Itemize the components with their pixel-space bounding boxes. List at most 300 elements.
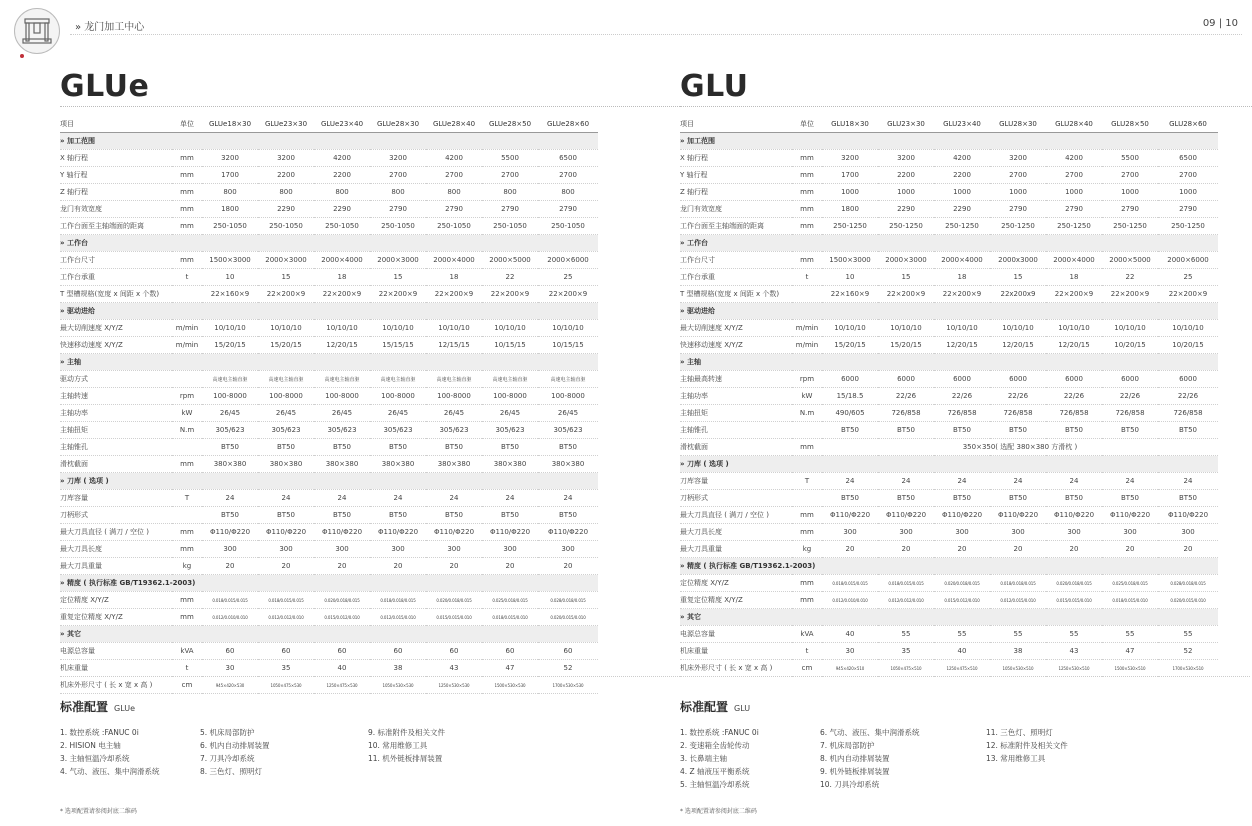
row-label: 主轴扭矩 — [60, 422, 172, 439]
row-value: Φ110/Φ220 — [934, 507, 990, 524]
table-row — [60, 269, 598, 286]
row-value: 22×200×9 — [538, 286, 598, 303]
row-value: 1000 — [822, 184, 878, 201]
row-value: 0.012/0.012/0.010 — [878, 592, 934, 609]
table-row — [680, 320, 1218, 337]
header-model: GLU23×30 — [878, 115, 934, 133]
header-model: GLUe28×40 — [426, 115, 482, 133]
row-label: X 轴行程 — [680, 150, 792, 167]
row-value: 0.025/0.018/0.015 — [482, 592, 538, 609]
row-value: 2290 — [878, 201, 934, 218]
section-row — [680, 456, 1218, 473]
row-value: BT50 — [1102, 422, 1158, 439]
row-value: 300 — [934, 524, 990, 541]
row-value: 22×200×9 — [426, 286, 482, 303]
row-label: 主轴最高转速 — [680, 371, 792, 388]
row-value: 726/858 — [934, 405, 990, 422]
section-title: » 其它 — [60, 626, 598, 643]
table-row — [680, 524, 1218, 541]
header-model: GLUe28×60 — [538, 115, 598, 133]
row-value: 1250×475×510 — [934, 660, 990, 677]
row-value: 52 — [1158, 643, 1218, 660]
row-value: 2000×4000 — [314, 252, 370, 269]
row-value: 305/623 — [538, 422, 598, 439]
glu-title: GLU — [680, 69, 749, 104]
header-model: GLU28×30 — [990, 115, 1046, 133]
row-value: 20 — [1102, 541, 1158, 558]
row-value: 10/10/10 — [990, 320, 1046, 337]
row-value: 1000 — [1158, 184, 1218, 201]
table-row — [60, 643, 598, 660]
row-value: 2000×3000 — [370, 252, 426, 269]
row-value: 1500×3000 — [202, 252, 258, 269]
row-value: 22×200×9 — [482, 286, 538, 303]
gantry-machine-icon — [21, 15, 53, 47]
row-label: 主轴功率 — [680, 388, 792, 405]
row-unit: mm — [172, 184, 202, 201]
row-label: X 轴行程 — [60, 150, 172, 167]
row-value: BT50 — [202, 507, 258, 524]
row-value: 22x200x9 — [990, 286, 1046, 303]
row-unit: rpm — [792, 371, 822, 388]
row-value: 2700 — [1046, 167, 1102, 184]
row-value: BT50 — [1046, 422, 1102, 439]
row-label: 工作台尺寸 — [60, 252, 172, 269]
row-label: 重复定位精度 X/Y/Z — [680, 592, 792, 609]
row-value: 2700 — [538, 167, 598, 184]
section-row — [60, 473, 598, 490]
row-unit: mm — [792, 201, 822, 218]
row-unit: mm — [792, 167, 822, 184]
header-model: GLU28×50 — [1102, 115, 1158, 133]
row-value: 250-1250 — [878, 218, 934, 235]
row-value: BT50 — [1158, 422, 1218, 439]
row-value: 38 — [370, 660, 426, 677]
row-value: 38 — [990, 643, 1046, 660]
header-unit: 单位 — [172, 115, 202, 133]
std-config-item: 7. 机床局部防护 — [820, 741, 875, 750]
row-value: 6000 — [1102, 371, 1158, 388]
row-value: 22×160×9 — [202, 286, 258, 303]
row-value: 1050×530×530 — [370, 677, 426, 694]
row-value: Φ110/Φ220 — [538, 524, 598, 541]
section-row — [680, 133, 1218, 150]
glue-footnote: * 选项配置请参阅封底二维码 — [60, 808, 137, 815]
row-value: 0.012/0.015/0.010 — [990, 592, 1046, 609]
row-value: 945×420×510 — [822, 660, 878, 677]
row-unit: kVA — [172, 643, 202, 660]
row-unit: mm — [792, 218, 822, 235]
row-value: 24 — [878, 473, 934, 490]
row-value: 22×200×9 — [878, 286, 934, 303]
table-row — [60, 150, 598, 167]
row-value: 0.020/0.015/0.010 — [538, 609, 598, 626]
row-value: 2000×3000 — [878, 252, 934, 269]
table-row — [60, 286, 598, 303]
row-value: 6500 — [1158, 150, 1218, 167]
row-unit — [792, 286, 822, 303]
row-label: 刀柄形式 — [680, 490, 792, 507]
std-subtitle: GLU — [734, 704, 751, 713]
row-value: 380×380 — [370, 456, 426, 473]
table-row — [60, 337, 598, 354]
row-value: 300 — [258, 541, 314, 558]
row-value: 4200 — [426, 150, 482, 167]
row-value: 43 — [1046, 643, 1102, 660]
row-value: BT50 — [990, 490, 1046, 507]
row-value: 47 — [482, 660, 538, 677]
row-value: 1700 — [202, 167, 258, 184]
row-value: 2200 — [258, 167, 314, 184]
row-unit: kW — [792, 388, 822, 405]
row-value: 3200 — [822, 150, 878, 167]
row-value: 35 — [258, 660, 314, 677]
section-row — [60, 133, 598, 150]
row-value: 2000×6000 — [538, 252, 598, 269]
std-config-item: 13. 常用维修工具 — [986, 754, 1046, 763]
row-value: 10/10/10 — [822, 320, 878, 337]
row-value: 2000×4000 — [426, 252, 482, 269]
table-row — [60, 507, 598, 524]
row-value: 1700 — [822, 167, 878, 184]
section-row — [680, 354, 1218, 371]
row-value: 20 — [426, 558, 482, 575]
row-unit: t — [792, 269, 822, 286]
logo-accent-dot — [20, 54, 24, 58]
row-value: 10/10/10 — [538, 320, 598, 337]
row-value: 12/20/15 — [314, 337, 370, 354]
row-value: 250-1250 — [1046, 218, 1102, 235]
row-value: 100-8000 — [538, 388, 598, 405]
table-row — [60, 167, 598, 184]
row-value: 24 — [426, 490, 482, 507]
table-row — [60, 201, 598, 218]
header-item: 项目 — [680, 115, 792, 133]
section-row — [680, 303, 1218, 320]
row-value: 60 — [314, 643, 370, 660]
table-row — [60, 541, 598, 558]
section-row — [680, 609, 1218, 626]
row-value: 380×380 — [314, 456, 370, 473]
table-row — [680, 201, 1218, 218]
row-value: Φ110/Φ220 — [202, 524, 258, 541]
row-value: 40 — [822, 626, 878, 643]
row-value: 10/10/10 — [370, 320, 426, 337]
row-value: 2700 — [370, 167, 426, 184]
row-value: 300 — [538, 541, 598, 558]
row-value: 52 — [538, 660, 598, 677]
table-row — [60, 592, 598, 609]
row-value: 250-1250 — [1102, 218, 1158, 235]
row-unit: m/min — [172, 337, 202, 354]
row-value: 1800 — [822, 201, 878, 218]
row-value: BT50 — [878, 490, 934, 507]
row-value: BT50 — [314, 507, 370, 524]
row-value: 250-1050 — [202, 218, 258, 235]
title-divider — [680, 106, 1252, 107]
row-value: 6000 — [878, 371, 934, 388]
std-config-item: 6. 气动、液压、集中润滑系统 — [820, 728, 920, 737]
row-label: 工作台面至主轴端面的距离 — [60, 218, 172, 235]
std-config-item: 2. 变速箱全齿轮传动 — [680, 741, 750, 750]
row-value: 300 — [822, 524, 878, 541]
row-value: 55 — [1046, 626, 1102, 643]
row-value: 20 — [1158, 541, 1218, 558]
row-value: 22 — [1102, 269, 1158, 286]
row-value: 2000×3000 — [258, 252, 314, 269]
row-value: 24 — [990, 473, 1046, 490]
row-value: 0.018/0.018/0.015 — [370, 592, 426, 609]
row-value: 1000 — [878, 184, 934, 201]
row-value: 800 — [426, 184, 482, 201]
row-value: Φ110/Φ220 — [1158, 507, 1218, 524]
row-value: 55 — [1102, 626, 1158, 643]
row-value: 726/858 — [1158, 405, 1218, 422]
row-value: 300 — [1102, 524, 1158, 541]
section-title: » 精度 ( 执行标准 GB/T19362.1-2003) — [680, 558, 1218, 575]
row-value: 10/10/10 — [878, 320, 934, 337]
row-value: 4200 — [314, 150, 370, 167]
row-value: BT50 — [1158, 490, 1218, 507]
row-unit: mm — [172, 218, 202, 235]
row-value: 2000×6000 — [1158, 252, 1218, 269]
row-unit — [172, 507, 202, 524]
row-value: 0.015/0.015/0.010 — [426, 609, 482, 626]
row-label: 最大刀具长度 — [60, 541, 172, 558]
row-value: 10 — [822, 269, 878, 286]
row-label: 滑枕截面 — [60, 456, 172, 473]
row-unit — [792, 490, 822, 507]
row-label: 机床外形尺寸 ( 长 x 宽 x 高 ) — [60, 677, 172, 694]
table-header-row — [60, 115, 598, 133]
row-value: 15 — [370, 269, 426, 286]
row-value: 0.018/0.015/0.015 — [878, 575, 934, 592]
table-row — [60, 218, 598, 235]
row-value: 3200 — [202, 150, 258, 167]
row-value: 800 — [538, 184, 598, 201]
row-value: 12/15/15 — [426, 337, 482, 354]
row-value: 100-8000 — [482, 388, 538, 405]
table-row — [680, 405, 1218, 422]
section-title: » 加工范围 — [60, 133, 598, 150]
row-value: 40 — [934, 643, 990, 660]
std-config-item: 4. Z 轴液压平衡系统 — [680, 767, 750, 776]
section-divider — [60, 676, 1250, 677]
row-unit — [172, 371, 202, 388]
header-model: GLU28×60 — [1158, 115, 1218, 133]
row-value: 2790 — [1158, 201, 1218, 218]
row-value: 250-1250 — [990, 218, 1046, 235]
row-value: 20 — [990, 541, 1046, 558]
row-label: 主轴扭矩 — [680, 405, 792, 422]
row-value: 2790 — [1046, 201, 1102, 218]
std-config-item: 8. 三色灯、照明灯 — [200, 767, 263, 776]
row-value: 0.020/0.018/0.015 — [314, 592, 370, 609]
row-value: 0.015/0.012/0.010 — [934, 592, 990, 609]
row-value: 26/45 — [482, 405, 538, 422]
row-unit — [792, 422, 822, 439]
header-model: GLUe23×40 — [314, 115, 370, 133]
row-value: 300 — [878, 524, 934, 541]
section-row — [60, 626, 598, 643]
row-value: 0.025/0.018/0.015 — [1102, 575, 1158, 592]
row-value: BT50 — [314, 439, 370, 456]
section-title: » 工作台 — [680, 235, 1218, 252]
row-value: 47 — [1102, 643, 1158, 660]
row-unit: mm — [172, 541, 202, 558]
row-value: 22×200×9 — [1102, 286, 1158, 303]
row-value: 26/45 — [370, 405, 426, 422]
glu-spec-table — [680, 115, 1218, 677]
std-config-item: 7. 刀具冷却系统 — [200, 754, 255, 763]
table-row — [60, 456, 598, 473]
row-value: 20 — [258, 558, 314, 575]
section-row — [60, 575, 598, 592]
std-config-item: 9. 标准附件及相关文件 — [368, 728, 446, 737]
table-row — [60, 609, 598, 626]
std-config-item: 11. 机外链板排屑装置 — [368, 754, 443, 763]
glue-std-col-3 — [368, 726, 445, 765]
row-value: 1500×530×530 — [482, 677, 538, 694]
row-value: 2200 — [934, 167, 990, 184]
table-row — [680, 184, 1218, 201]
row-label: 机床外形尺寸 ( 长 x 宽 x 高 ) — [680, 660, 792, 677]
row-value: 24 — [1158, 473, 1218, 490]
row-value: 15 — [878, 269, 934, 286]
table-row — [60, 490, 598, 507]
row-value: 305/623 — [314, 422, 370, 439]
row-label: 电源总容量 — [60, 643, 172, 660]
row-value: 55 — [934, 626, 990, 643]
row-value: 24 — [370, 490, 426, 507]
row-label: 刀库容量 — [680, 473, 792, 490]
section-title: » 驱动进给 — [680, 303, 1218, 320]
row-label: 主轴锥孔 — [60, 439, 172, 456]
row-value: 3200 — [370, 150, 426, 167]
table-row — [60, 405, 598, 422]
row-value: 22×200×9 — [370, 286, 426, 303]
row-value: 15/20/15 — [822, 337, 878, 354]
row-value: 250-1050 — [482, 218, 538, 235]
row-value: 1050×475×510 — [878, 660, 934, 677]
std-config-item: 3. 长鼻端主轴 — [680, 754, 728, 763]
row-value: 15 — [258, 269, 314, 286]
row-value: 10/10/10 — [258, 320, 314, 337]
row-value: Φ110/Φ220 — [426, 524, 482, 541]
row-unit: kW — [172, 405, 202, 422]
row-label: Z 轴行程 — [680, 184, 792, 201]
row-value: 22×200×9 — [1158, 286, 1218, 303]
row-value: 726/858 — [1046, 405, 1102, 422]
row-value: 800 — [202, 184, 258, 201]
row-value: BT50 — [822, 490, 878, 507]
row-value: 380×380 — [538, 456, 598, 473]
row-unit: m/min — [172, 320, 202, 337]
row-value: 2290 — [314, 201, 370, 218]
row-value: BT50 — [1046, 490, 1102, 507]
row-value: 250-1250 — [822, 218, 878, 235]
row-value: 0.012/0.015/0.010 — [370, 609, 426, 626]
row-value: 1700×530×510 — [1158, 660, 1218, 677]
std-config-item: 5. 机床局部防护 — [200, 728, 255, 737]
table-row — [60, 439, 598, 456]
row-value: 300 — [370, 541, 426, 558]
section-row — [60, 303, 598, 320]
std-config-item: 5. 主轴恒温冷却系统 — [680, 780, 750, 789]
section-title: » 工作台 — [60, 235, 598, 252]
row-value: 2790 — [538, 201, 598, 218]
header-model: GLU28×40 — [1046, 115, 1102, 133]
row-value: 300 — [990, 524, 1046, 541]
row-value: 20 — [538, 558, 598, 575]
row-value: BT50 — [202, 439, 258, 456]
row-value: 1250×530×530 — [426, 677, 482, 694]
row-value: 1000 — [1102, 184, 1158, 201]
row-value: 12/20/15 — [990, 337, 1046, 354]
row-unit: mm — [172, 167, 202, 184]
row-value: 0.020/0.018/0.015 — [934, 575, 990, 592]
row-value: 22×200×9 — [314, 286, 370, 303]
row-value: 305/623 — [258, 422, 314, 439]
page-number: 09 | 10 — [1202, 18, 1238, 29]
row-value: 6000 — [934, 371, 990, 388]
std-title: 标准配置 — [60, 700, 109, 714]
row-value: 800 — [482, 184, 538, 201]
row-value: 20 — [822, 541, 878, 558]
row-value: 2700 — [1102, 167, 1158, 184]
table-row — [680, 626, 1218, 643]
row-value: BT50 — [370, 439, 426, 456]
row-label: 定位精度 X/Y/Z — [680, 575, 792, 592]
row-unit: m/min — [792, 320, 822, 337]
table-row — [680, 337, 1218, 354]
row-value: BT50 — [878, 422, 934, 439]
row-label: 龙门有效宽度 — [60, 201, 172, 218]
row-value: Φ110/Φ220 — [822, 507, 878, 524]
row-unit: t — [792, 643, 822, 660]
glue-title: GLUe — [60, 69, 150, 104]
row-value: 26/45 — [538, 405, 598, 422]
section-title: » 刀库 ( 选项 ) — [60, 473, 598, 490]
row-label: 电源总容量 — [680, 626, 792, 643]
row-value: BT50 — [258, 507, 314, 524]
row-value: 10/20/15 — [1102, 337, 1158, 354]
row-value: 305/623 — [370, 422, 426, 439]
row-value: 0.018/0.015/0.015 — [202, 592, 258, 609]
row-value: 60 — [538, 643, 598, 660]
row-value: 20 — [370, 558, 426, 575]
row-unit: t — [172, 269, 202, 286]
row-label: 主轴功率 — [60, 405, 172, 422]
row-value: 高速电主轴直驱 — [426, 371, 482, 388]
row-value: 55 — [1158, 626, 1218, 643]
table-row — [60, 388, 598, 405]
row-value: 15/15/15 — [370, 337, 426, 354]
row-value: 18 — [934, 269, 990, 286]
row-value: 25 — [538, 269, 598, 286]
table-row — [60, 524, 598, 541]
table-row — [60, 252, 598, 269]
row-value: 60 — [258, 643, 314, 660]
std-config-item: 10. 刀具冷却系统 — [820, 780, 880, 789]
row-value: 800 — [258, 184, 314, 201]
row-value: 24 — [538, 490, 598, 507]
row-value: 18 — [426, 269, 482, 286]
row-value: 380×380 — [426, 456, 482, 473]
row-label: 主轴转速 — [60, 388, 172, 405]
row-value: Φ110/Φ220 — [314, 524, 370, 541]
row-value: 24 — [822, 473, 878, 490]
